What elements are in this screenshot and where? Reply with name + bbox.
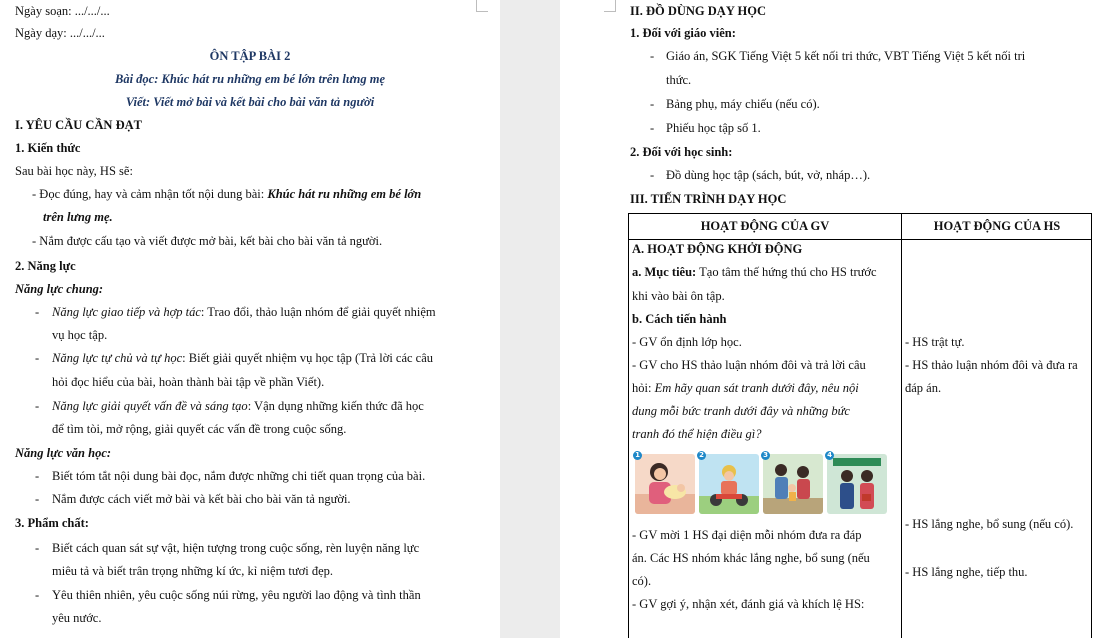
activity-a-title: A. HOẠT ĐỘNG KHỞI ĐỘNG (632, 242, 803, 256)
literary-competence-2: Nắm được cách viết mở bài và kết bài cho bài văn tả người. (52, 492, 351, 506)
heading-teacher: 1. Đối với giáo viên: (630, 26, 736, 40)
goal-text: a. Mục tiêu: Tạo tâm thế hứng thú cho HS trước (632, 265, 877, 279)
list-bullet: - (35, 588, 40, 602)
list-bullet: - (650, 49, 655, 63)
hs-step-4: - HS lắng nghe, tiếp thu. (905, 565, 1028, 579)
quality-1-cont: miêu tả và biết trân trọng những kí ức, kỉ niệm tươi đẹp. (52, 564, 334, 578)
gv-step-2-question-end: tranh đó thể hiện điều gì? (632, 427, 762, 441)
gv-step-3: - GV mời 1 HS đại diện mỗi nhóm đưa ra đáp (632, 528, 862, 542)
table-header-student: HOẠT ĐỘNG CỦA HS (933, 219, 1061, 233)
gv-step-3-cont: án. Các HS nhóm khác lắng nghe, bổ sung (nếu (632, 551, 870, 565)
after-lesson-text: Sau bài học này, HS sẽ: (15, 164, 133, 178)
hs-step-2-cont: đáp án. (905, 381, 942, 395)
list-bullet: - (650, 97, 655, 111)
picture-number: 2 (697, 451, 706, 460)
heading-competence: 2. Năng lực (15, 259, 76, 273)
illustration-family (763, 454, 823, 514)
gv-step-1: - GV ổn định lớp học. (632, 335, 742, 349)
date-prepared: Ngày soạn: .../.../... (15, 4, 110, 18)
gv-step-2: - GV cho HS thảo luận nhóm đôi và trả lời câu (632, 358, 866, 372)
general-competence-1: Năng lực giao tiếp và hợp tác: Trao đổi, thảo luận nhóm để giải quyết nhiệm (52, 305, 436, 319)
heading-qualities: 3. Phẩm chất: (15, 516, 89, 530)
left-page (0, 0, 500, 638)
general-competence-3: Năng lực giải quyết vấn đề và sáng tạo: Vận dụng những kiến thức đã học (52, 399, 424, 413)
list-bullet: - (650, 121, 655, 135)
list-bullet: - (35, 305, 40, 319)
section-materials: II. ĐỒ DÙNG DẠY HỌC (630, 4, 766, 18)
section-process: III. TIẾN TRÌNH DẠY HỌC (630, 192, 787, 206)
picture-number: 4 (825, 451, 834, 460)
reading-title: Bài đọc: Khúc hát ru những em bé lớn trên lưng mẹ (115, 72, 385, 86)
page-title: ÔN TẬP BÀI 2 (209, 49, 291, 63)
steps-heading: b. Cách tiến hành (632, 312, 727, 326)
teacher-item-2: Bảng phụ, máy chiếu (nếu có). (666, 97, 820, 111)
table-column-divider (901, 214, 902, 638)
table-header-divider (629, 239, 1091, 240)
list-bullet: - (35, 541, 40, 555)
writing-title: Viết: Viết mở bài và kết bài cho bài văn tả người (125, 95, 375, 109)
quality-2-cont: yêu nước. (52, 611, 102, 625)
list-bullet: - (650, 168, 655, 182)
list-bullet: - (35, 399, 40, 413)
heading-literary-competence: Năng lực văn học: (15, 446, 112, 460)
quality-2: Yêu thiên nhiên, yêu cuộc sống núi rừng, yêu người lao động và tình thần (52, 588, 421, 602)
general-competence-3-cont: để tìm tòi, mở rộng, giải quyết các vấn đề trong cuộc sống. (52, 422, 347, 436)
margin-corner-mark (604, 0, 616, 12)
teacher-item-3: Phiếu học tập số 1. (666, 121, 761, 135)
gv-step-3-end: có). (632, 574, 652, 588)
illustration-graduation (827, 454, 887, 514)
illustration-motorbike (699, 454, 759, 514)
quality-1: Biết cách quan sát sự vật, hiện tượng trong cuộc sống, rèn luyện năng lực (52, 541, 420, 555)
margin-corner-mark (476, 0, 488, 12)
picture-number: 3 (761, 451, 770, 460)
lesson-table (628, 213, 1092, 638)
student-item-1: Đồ dùng học tập (sách, bút, vở, nháp…). (666, 168, 871, 182)
section-requirements: I. YÊU CẦU CẦN ĐẠT (15, 118, 142, 132)
literary-competence-1: Biết tóm tắt nội dung bài đọc, nắm được những chi tiết quan trọng của bài. (52, 469, 426, 483)
list-bullet: - (35, 469, 40, 483)
picture-number: 1 (633, 451, 642, 460)
gv-step-4: - GV gợi ý, nhận xét, đánh giá và khích lệ HS: (632, 597, 865, 611)
table-header-teacher: HOẠT ĐỘNG CỦA GV (700, 219, 830, 233)
hs-step-3: - HS lắng nghe, bổ sung (nếu có). (905, 517, 1074, 531)
hs-step-2: - HS thảo luận nhóm đôi và đưa ra (905, 358, 1078, 372)
knowledge-item-1: - Đọc đúng, hay và cảm nhận tốt nội dung bài: Khúc hát ru những em bé lớn (32, 187, 422, 201)
heading-student: 2. Đối với học sinh: (630, 145, 733, 159)
date-taught: Ngày dạy: .../.../... (15, 26, 105, 40)
teacher-item-1: Giáo án, SGK Tiếng Việt 5 kết nối tri thức, VBT Tiếng Việt 5 kết nối tri (666, 49, 1026, 63)
heading-knowledge: 1. Kiến thức (15, 141, 81, 155)
general-competence-2: Năng lực tự chủ và tự học: Biết giải quyết nhiệm vụ học tập (Trả lời các câu (52, 351, 434, 365)
teacher-item-1-cont: thức. (666, 73, 692, 87)
knowledge-item-2: - Nắm được cấu tạo và viết được mở bài, kết bài cho bài văn tả người. (32, 234, 383, 248)
gv-step-2-question: hỏi: Em hãy quan sát tranh dưới đây, nêu nội (632, 381, 859, 395)
gv-step-2-question-cont: dung mỗi bức tranh dưới đây và những bức (632, 404, 850, 418)
heading-general-competence: Năng lực chung: (15, 282, 104, 296)
list-bullet: - (35, 492, 40, 506)
list-bullet: - (35, 351, 40, 365)
hs-step-1: - HS trật tự. (905, 335, 965, 349)
illustration-mother-baby (635, 454, 695, 514)
knowledge-item-1-cont: trên lưng mẹ. (43, 210, 113, 224)
general-competence-2-cont: hỏi đọc hiểu của bài, hoàn thành bài tập về phần Viết). (52, 375, 325, 389)
right-page (560, 0, 1100, 638)
general-competence-1-cont: vụ học tập. (52, 328, 108, 342)
goal-text-cont: khi vào bài ôn tập. (632, 289, 725, 303)
